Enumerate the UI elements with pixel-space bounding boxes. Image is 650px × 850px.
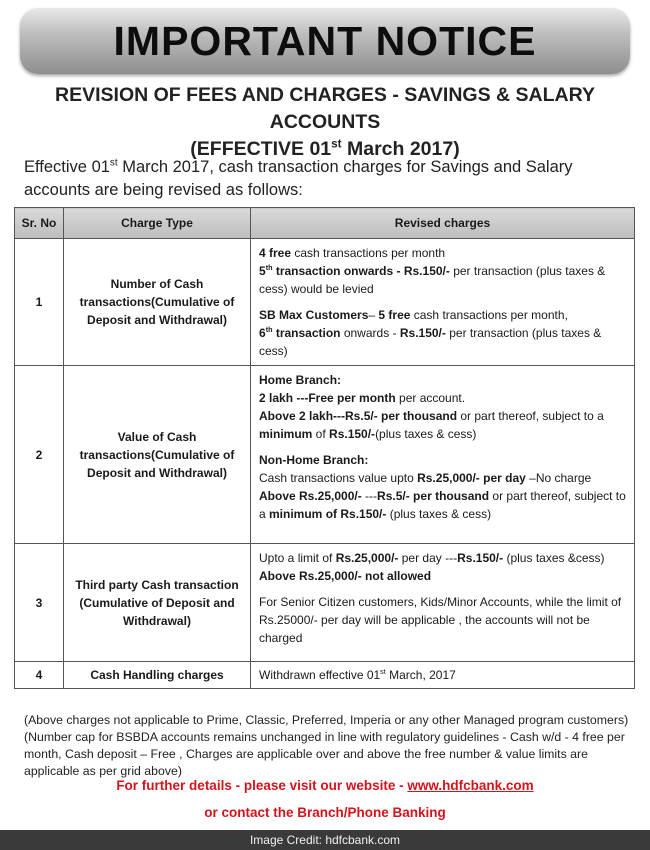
subtitle-line2-pre: (EFFECTIVE 01 [190,138,332,160]
plain-text: --- [361,489,378,503]
row-sr: 1 [15,239,64,366]
row-charge-type: Number of Cash transactions(Cumulative of Deposit and Withdrawal) [64,239,251,366]
further-details-text: For further details - please visit our website - [116,778,408,793]
bold-text: Rs.25,000/- per day [417,471,526,485]
header-sr-no: Sr. No [15,208,64,239]
bold-text: Rs.150/- [399,326,446,340]
bold-text: minimum of Rs.150/- [269,507,387,521]
plain-text: of [312,427,330,441]
charge-line: For Senior Citizen customers, Kids/Minor Accounts, while the limit of Rs.25000/- per day will be applicable , the accounts will not be charged [259,595,622,645]
row-revised-charges [251,544,635,662]
table-row [15,544,635,662]
table-row [15,662,635,689]
bold-text: Rs.25,000/- [335,551,399,565]
charge-line [259,244,628,262]
bold-text: Above Rs.25,000/- [259,489,362,503]
plain-text: cash transactions per month [291,246,446,260]
contact-branch-text: or contact the Branch/Phone Banking [204,805,446,820]
image-credit: Image Credit: hdfcbank.com [0,830,650,850]
notice-subtitle [0,82,650,163]
bold-text: 4 free [259,246,292,260]
row-revised-charges [251,366,635,544]
row-charge-type: Third party Cash transaction (Cumulative of Deposit and Withdrawal) [64,544,251,662]
bold-text: 5 [259,264,266,278]
plain-text: or part thereof, subject to a [457,409,604,423]
charge-line [259,306,628,324]
plain-text: March, 2017 [385,668,456,682]
intro-paragraph [24,156,636,202]
bold-text: 5 free [378,308,411,322]
charge-line [259,549,628,567]
superscript: th [265,263,273,272]
plain-text: per day --- [398,551,458,565]
charge-line [259,567,628,585]
charge-line [259,262,628,298]
bold-text: Rs.150/- [329,427,376,441]
non-home-branch-heading: Non-Home Branch: [259,453,369,467]
charge-line [259,389,628,407]
plain-text: Cash transactions value upto [259,471,418,485]
row-sr: 3 [15,544,64,662]
further-details [0,778,650,793]
row-revised-charges [251,662,635,689]
row-charge-type: Cash Handling charges [64,662,251,689]
bold-text: Above Rs.25,000/- not allowed [259,569,432,583]
footnote [24,712,636,780]
row-sr: 4 [15,662,64,689]
notice-banner [20,8,630,74]
banner-title: IMPORTANT NOTICE [113,17,537,64]
plain-text: or part thereof, subject to a [259,489,626,521]
intro-post: March 2017, cash transaction charges for Savings and Salary accounts are being revised as follows: [24,158,573,199]
header-charge-type: Charge Type [64,208,251,239]
bold-text: 2 lakh ---Free per month [259,391,396,405]
plain-text: (plus taxes & cess) [386,507,492,521]
plain-text: per transaction (plus taxes & cess) would be levied [259,264,606,296]
plain-text: (plus taxes &cess) [503,551,605,565]
home-branch-heading: Home Branch: [259,373,342,387]
intro-sup: st [109,157,118,169]
bold-text: transaction [272,326,341,340]
charge-line [259,469,628,487]
row-charge-type: Value of Cash transactions(Cumulative of Deposit and Withdrawal) [64,366,251,544]
plain-text: Withdrawn effective 01 [259,668,381,682]
plain-text: (plus taxes & cess) [375,427,477,441]
bold-text: minimum [259,427,313,441]
table-row [15,366,635,544]
plain-text: per transaction (plus taxes & cess) [259,326,602,358]
plain-text: Upto a limit of [259,551,336,565]
row-sr: 2 [15,366,64,544]
subtitle-line2-sup: st [331,137,342,151]
bold-text: transaction onwards - Rs.150/- [272,264,450,278]
subtitle-line2-post: March 2017) [341,138,460,160]
plain-text: cash transactions per month, [410,308,568,322]
charge-line [259,371,628,389]
plain-text: onwards - [340,326,400,340]
footnote-line2: (Number cap for BSBDA accounts remains unchanged in line with regulatory guidelines - Cash w/d - 4 free per month, Cash deposit – Free , Charges are applicable over and above the free number & value limits are applicable as per grid above) [24,730,625,778]
superscript: st [380,667,386,676]
header-revised-charges: Revised charges [251,208,635,239]
charge-line [259,324,628,360]
plain-text: –No charge [525,471,592,485]
website-link[interactable]: www.hdfcbank.com [407,778,534,793]
bold-text: SB Max Customers [259,308,369,322]
charge-line [259,407,628,443]
superscript: th [265,325,273,334]
plain-text: per account. [395,391,466,405]
footnote-line1: (Above charges not applicable to Prime, Classic, Preferred, Imperia or any other Managed program customers) [24,713,629,727]
row-revised-charges [251,239,635,366]
intro-pre: Effective 01 [24,158,110,176]
table-row [15,239,635,366]
bold-text: 6 [259,326,266,340]
subtitle-line1: REVISION OF FEES AND CHARGES - SAVINGS & SALARY ACCOUNTS [55,84,595,133]
charge-line [259,487,628,523]
bold-text: Rs.5/- per thousand [377,489,490,503]
table-header-row [15,208,635,239]
bold-text: Rs.150/- [457,551,504,565]
bold-text: Above 2 lakh---Rs.5/- per thousand [259,409,458,423]
charges-table [14,207,635,689]
plain-text: – [368,308,379,322]
charge-line [259,451,628,469]
